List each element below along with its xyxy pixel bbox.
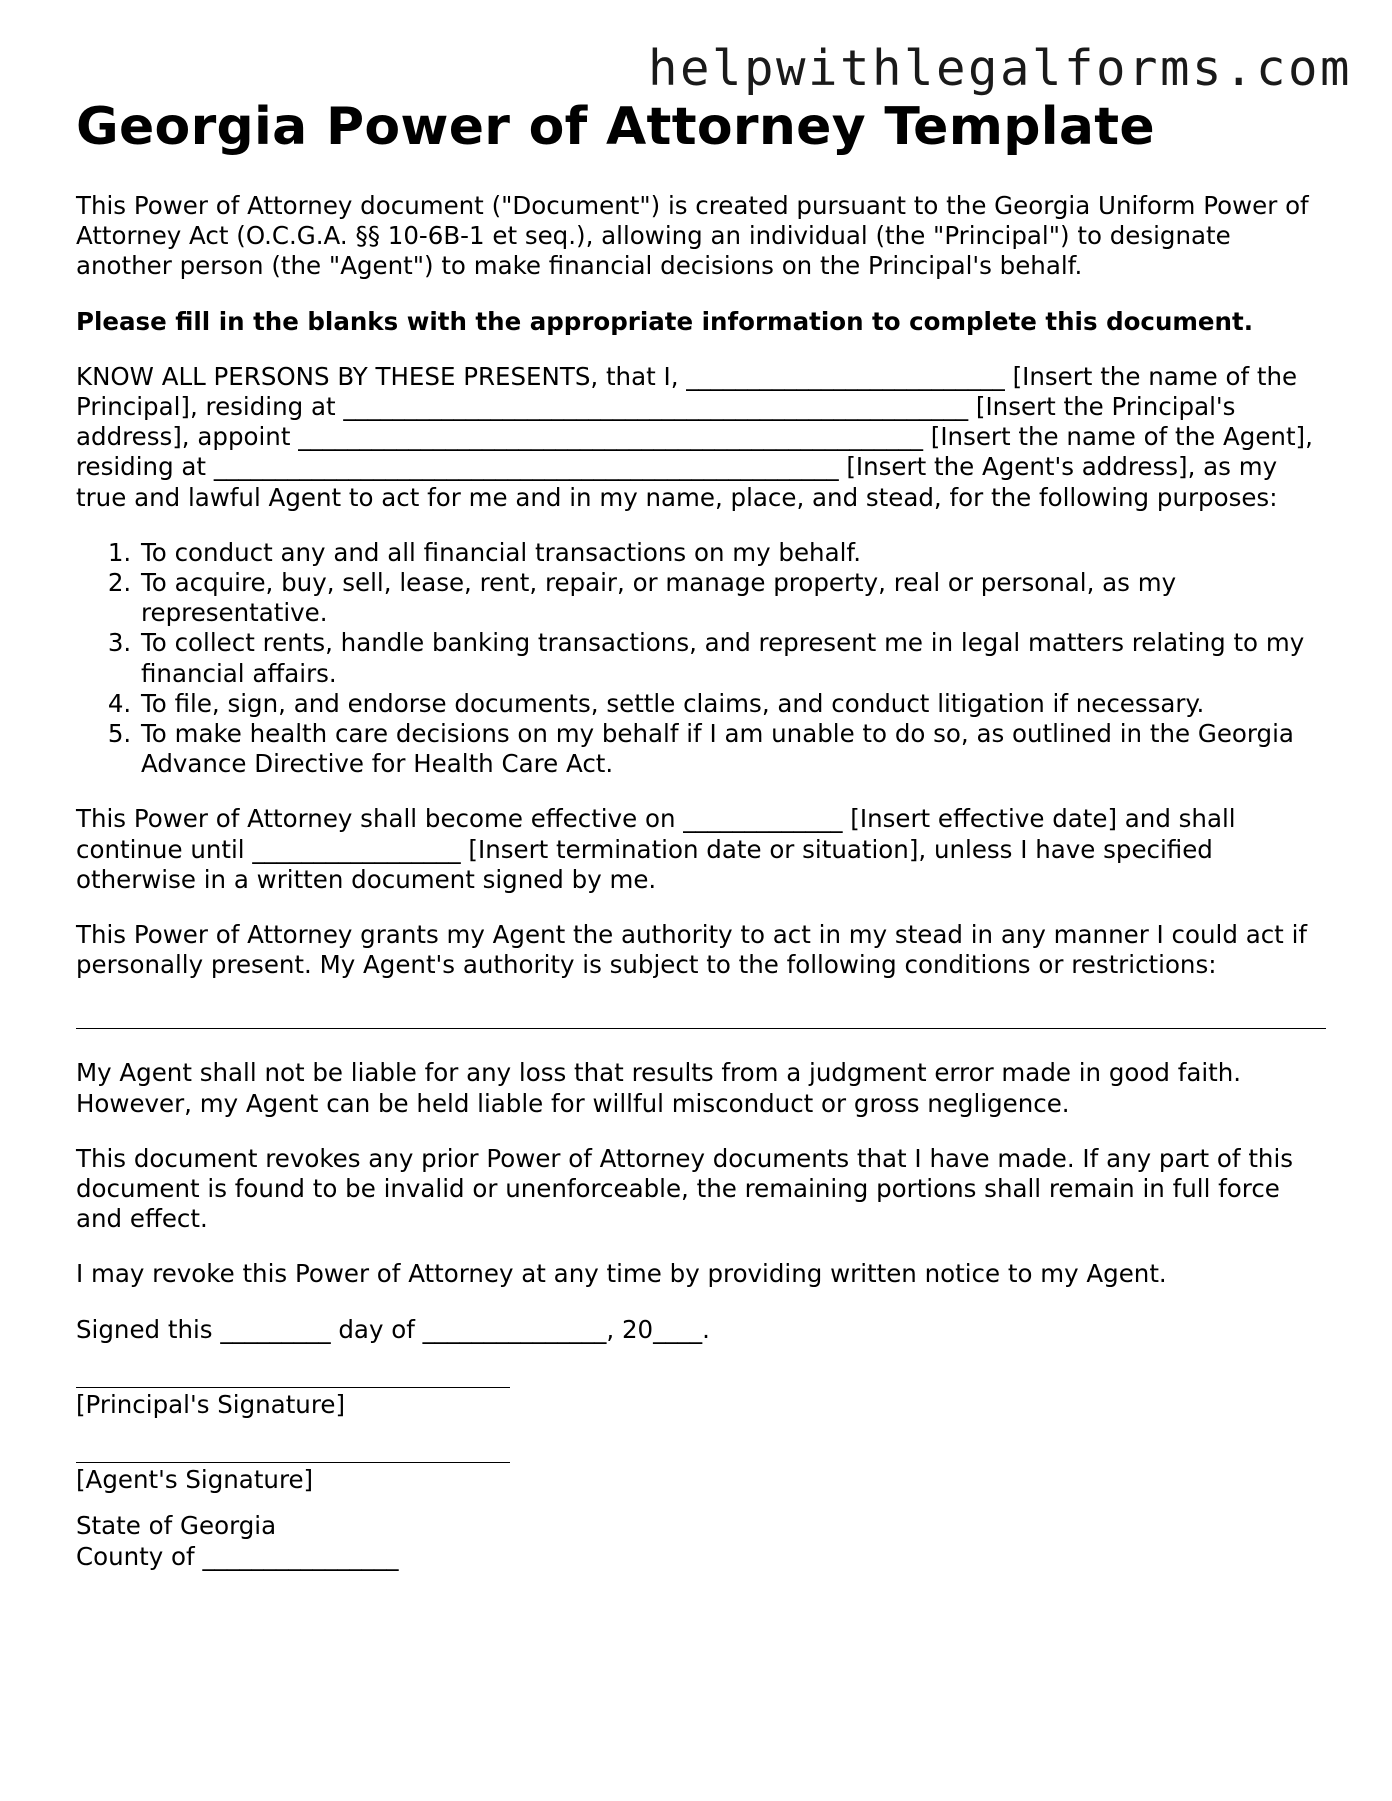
list-item: 2. To acquire, buy, sell, lease, rent, repair, or manage property, real or personal, as my representative. <box>139 568 1326 628</box>
revocation-prior-paragraph: This document revokes any prior Power of Attorney documents that I have made. If any part of this document is found to be invalid or unenforceable, the remaining portions shall remain in full force and effect. <box>76 1143 1294 1234</box>
document-page <box>76 94 1326 1572</box>
list-item: 4. To file, sign, and endorse documents, settle claims, and conduct litigation if necessary. <box>139 689 1326 719</box>
intro-paragraph: This Power of Attorney document ("Document") is created pursuant to the Georgia Uniform Power of Attorney Act (O.C.G.A. §§ 10-6B-1 et seq.), allowing an individual (the "Principal") to designate another person (the "Agent") to make financial decisions on the Principal's behalf. <box>76 191 1309 281</box>
liability-paragraph: My Agent shall not be liable for any loss that results from a judgment error made in good faith. However, my Agent can be held liable for willful misconduct or gross negligence. <box>76 1058 1242 1118</box>
agent-signature-line <box>76 1462 510 1463</box>
instruction-paragraph: Please fill in the blanks with the appropriate information to complete this document. <box>76 306 1254 336</box>
agent-signature-label: [Agent's Signature] <box>76 1465 314 1495</box>
list-item: 5. To make health care decisions on my behalf if I am unable to do so, as outlined in the Georgia Advance Directive for Health Care Act. <box>139 719 1326 779</box>
authority-paragraph: This Power of Attorney grants my Agent the authority to act in my stead in any manner I could act if personally present. My Agent's authority is subject to the following conditions or restrictions: <box>76 920 1308 980</box>
list-item: 3. To collect rents, handle banking transactions, and represent me in legal matters relating to my financial affairs. <box>139 628 1326 688</box>
site-watermark: helpwithlegalforms.com <box>647 40 1352 97</box>
restrictions-blank-line <box>76 1028 1326 1029</box>
document-title: Georgia Power of Attorney Template <box>76 97 1155 157</box>
revocation-notice-paragraph: I may revoke this Power of Attorney at any time by providing written notice to my Agent. <box>76 1259 1167 1289</box>
signed-date-line: Signed this _________ day of _______________, 20____. <box>76 1314 710 1344</box>
principal-signature-block <box>76 1387 1326 1420</box>
agent-signature-block <box>76 1462 1326 1495</box>
list-item: 1. To conduct any and all financial transactions on my behalf. <box>139 538 1326 568</box>
principal-signature-line <box>76 1387 510 1388</box>
principal-signature-label: [Principal's Signature] <box>76 1389 345 1419</box>
county-line: County of ________________ <box>76 1541 399 1571</box>
purposes-list <box>76 538 1326 780</box>
state-line: State of Georgia <box>76 1511 277 1541</box>
appointment-paragraph: KNOW ALL PERSONS BY THESE PRESENTS, that I, __________________________ [Insert the name of the Principal], residing at ___________________________________________________ [Insert the Principal's address], appoint ___________________________________________________ [Insert the name of the Agent], residing at ___________________________________________________ [Insert the Agent's address], as my true and lawful Agent to act for me and in my name, place, and stead, for the following purposes: <box>76 361 1313 512</box>
effective-date-paragraph: This Power of Attorney shall become effective on _____________ [Insert effective date] and shall continue until _________________ [Insert termination date or situation], unless I have specified otherwise in a written document signed by me. <box>76 804 1236 894</box>
